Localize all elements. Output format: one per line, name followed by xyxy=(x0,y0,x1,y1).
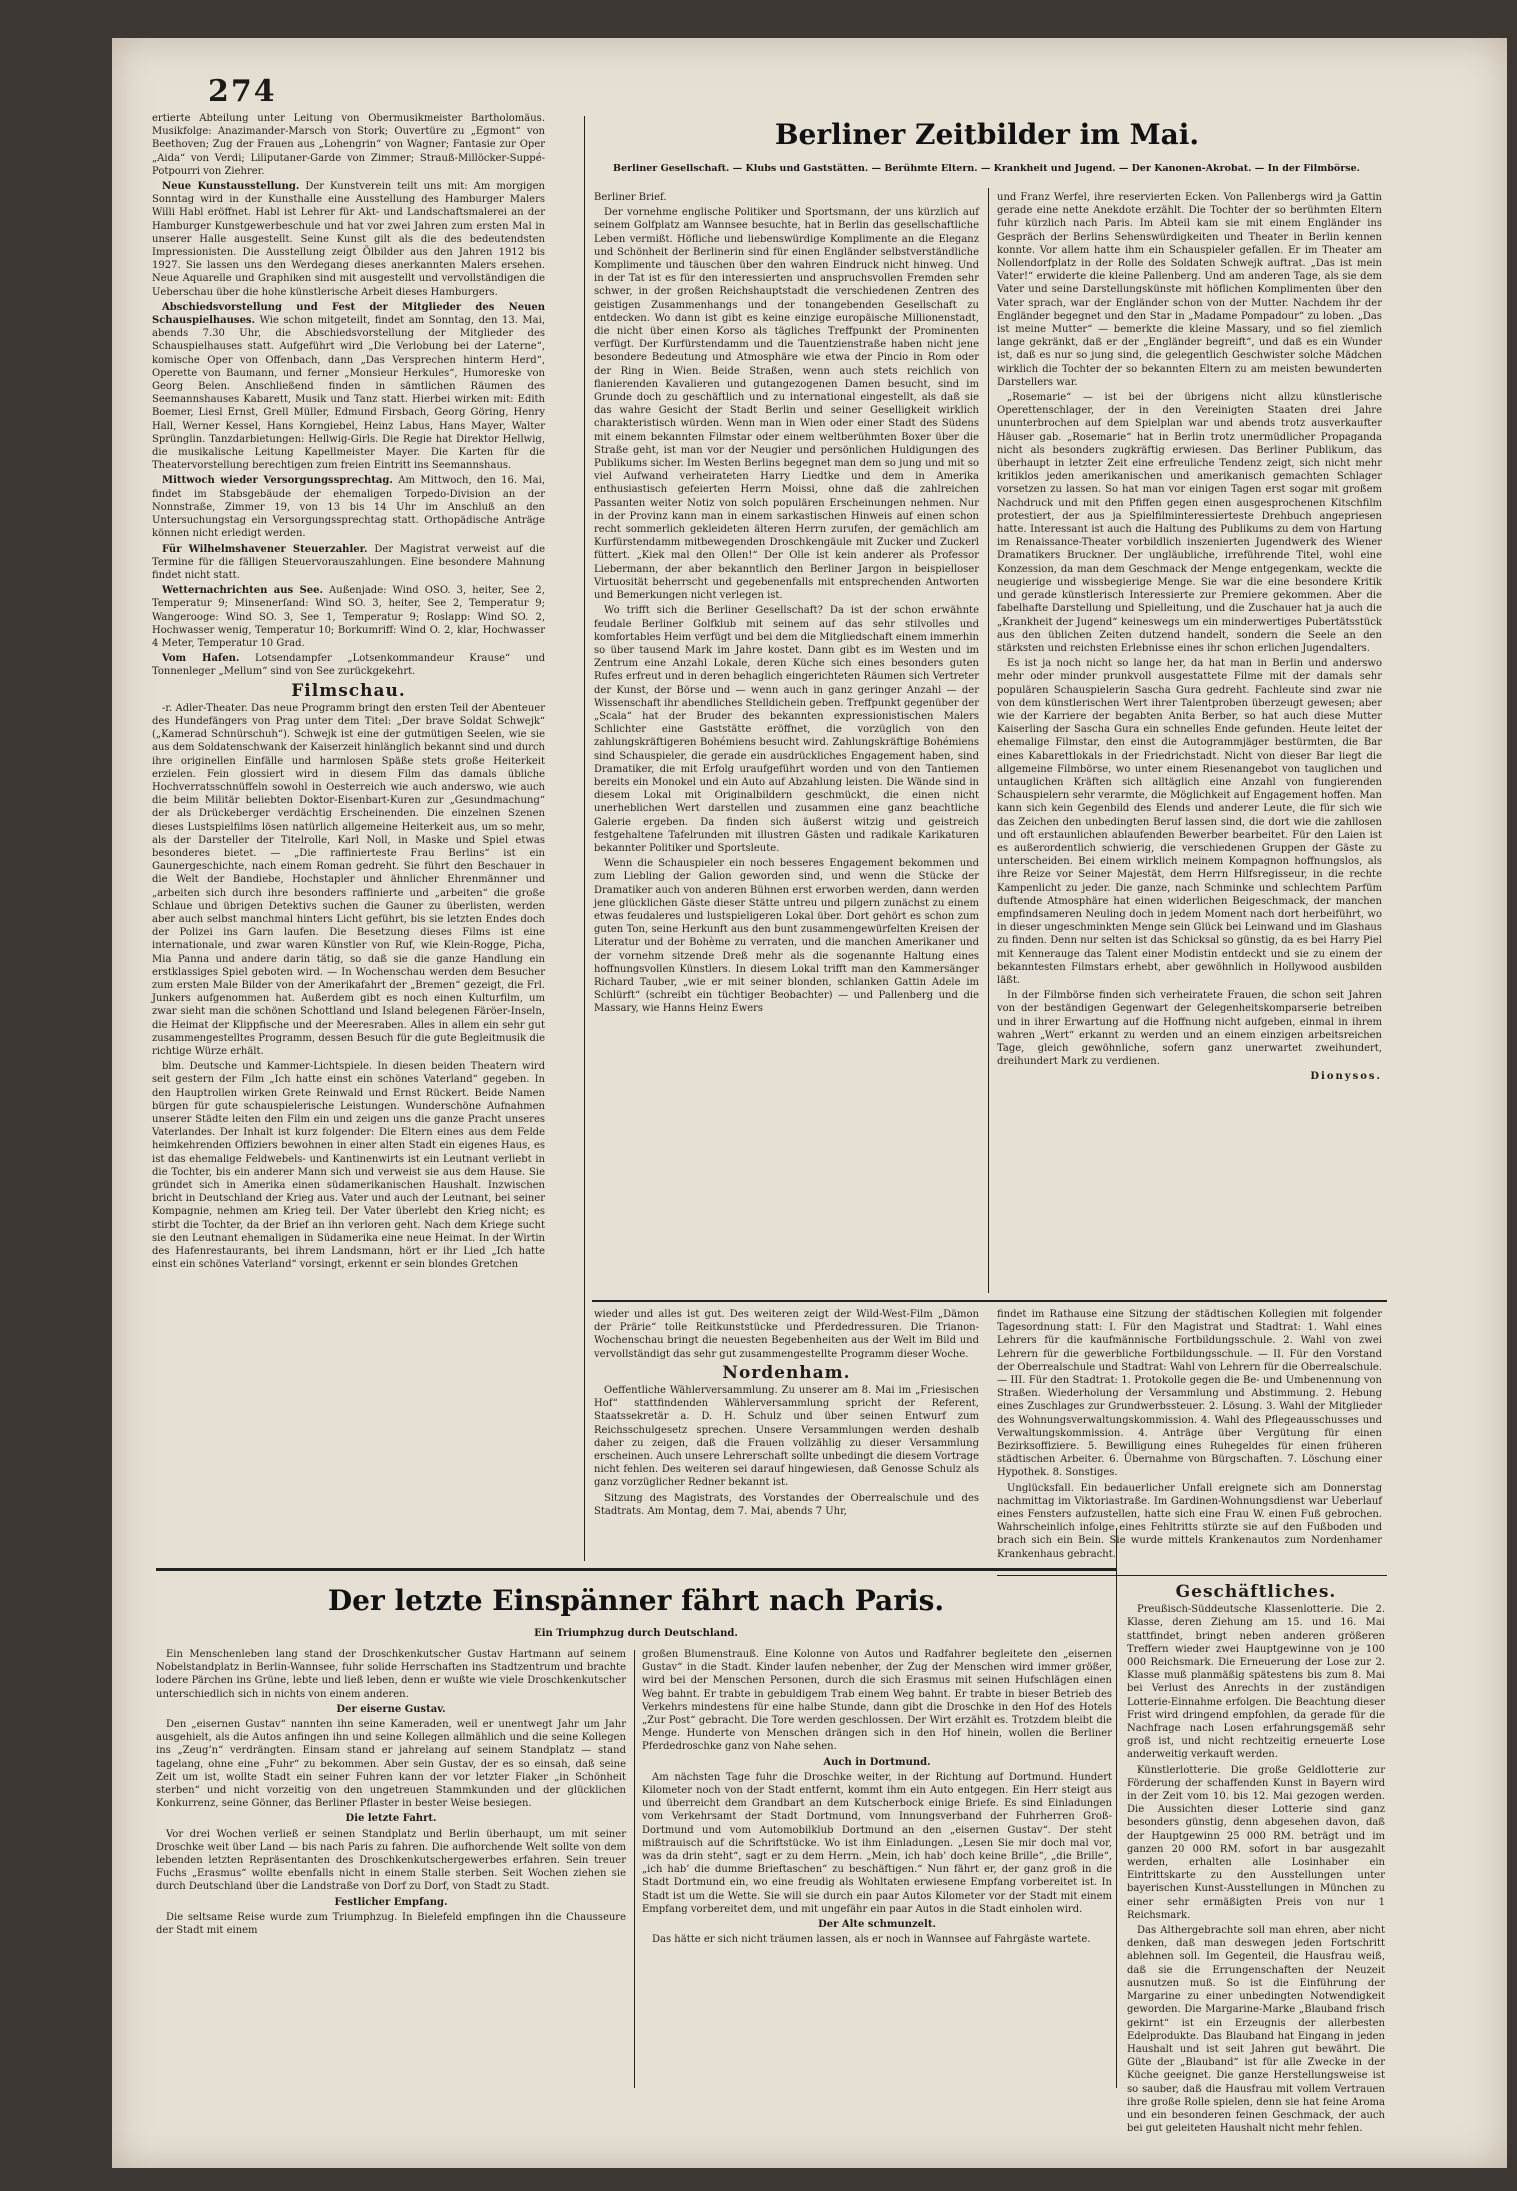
harbor-text: Lotsendampfer „Lotsenkommandeur Krause“ und Tonnenleger „Mellum“ sind von See zurückgekehrt. xyxy=(152,653,545,678)
berliner-column-right xyxy=(997,191,1382,1293)
farewell-performance-head: Abschiedsvorstellung und Fest der Mitglieder des Neuen Schauspielhauses. xyxy=(152,301,545,327)
weather-head: Wetternachrichten aus See. xyxy=(162,585,323,597)
geschaeft-column xyxy=(1127,1580,1385,2135)
geschaeft-top-rule xyxy=(997,1575,1387,1576)
margarine-notice: Das Althergebrachte soll man ehren, aber nicht denken, daß man deswegen jeden Fortschritt ablehnen soll. Im Gegenteil, die Hausfrau weiß, daß sie die Errungenschaften der Neuzeit ausnutzen muß. So ist die Einführung der Margarine zu einer unbedingten Notwendigkeit geworden. Die Margarine-Marke „Blauband frisch gekirnt“ ist ein Erzeugnis der allerbesten Edelprodukte. Das Blauband hat Eingang in jeden Haushalt und ist seit Jahren gut bewährt. Die Güte der „Blauband“ ist für alle Zwecke in der Küche geeignet. Die ganze Herstellungsweise ist so sauber, daß die Hausfrau mit vollem Vertrauen ihre große Rolle spielen, denn sie hat feine Aroma und ein besonderen feinen Geschmack, der auch bei gut geleiteten Haushalt nicht mehr fehlen. xyxy=(1127,1925,1385,2135)
einspaenner-subhead-4: Auch in Dortmund. xyxy=(823,1756,931,1768)
harbor-head: Vom Hafen. xyxy=(162,653,240,665)
einspaenner-subhead-5: Der Alte schmunzelt. xyxy=(818,1919,936,1931)
berliner-subheads: Berliner Gesellschaft. — Klubs und Gaststätten. — Berühmte Eltern. — Krankheit und Jugend. — Der Kanonen-Akrobat. — In der Filmbörse. xyxy=(613,163,1360,174)
berliner-brief-label: Berliner Brief. xyxy=(594,192,667,203)
einspaenner-top-rule xyxy=(156,1568,1116,1571)
weather-item xyxy=(152,584,545,650)
film-review-adler: -r. Adler-Theater. Das neue Programm bringt den ersten Teil der Abenteuer des Hundefängers von Prag unter dem Titel: „Der brave Soldat Schwejk“ („Kamerad Schnürschuh“). Schwejk ist eine der gutmütigen Seelen, wie sie aus dem Soldatenschwank der Kaiserzeit hinlänglich bekannt sind und durch ihre originellen Einfälle und harmlosen Späße stets große Heiterkeit erzielen. Fein glossiert wird in diesem Film das damals übliche Hochverratsschnüffeln sowohl in Oesterreich wie auch anderswo, wie auch die beim Militär beliebten Doktor-Eisenbart-Kuren zur „Gesundmachung“ der als Drückeberger verdächtig Erscheinenden. Die einzelnen Szenen dieses Lustspielfilms lösen natürlich allgemeine Heiterkeit aus, um so mehr, als der Darsteller der Titelrolle, Karl Noll, in Maske und Spiel etwas besonderes bietet. — „Die raffinierteste Frau Berlins“ ist ein Gaunergeschichte, nach einem Roman gedreht. Sie führt den Beschauer in die Welt der Bandiebe, Hochstapler und ähnlicher Ehrenmänner und „arbeiten sich durch ihre besonders raffinierte und „arbeiten“ die große Schlaue und übrigen Detektivs suchen die Gauner zu überlisten, werden aber auch selbst manchmal hinters Licht geführt, bis sie letzten Endes doch der Polizei ins Garn laufen. Die Besetzung dieses Films ist eine internationale, und zwar waren Künstler von Ruf, wie Klein-Rogge, Picha, Mia Panna und andere darin tätig, so daß sie die ganze Handlung ein erstklassiges Spiel geboten wird. — In Wochenschau werden dem Besucher zum ersten Male Bilder von der Amerikafahrt der „Bremen“ gezeigt, die Frl. Junkers aufgenommen hat. Außerdem gibt es noch einen Kulturfilm, um zwar sieht man die schönen Schottland und Island belegenen Färöer-Inseln, die Heimat der Klippfische und der Meeresraben. Alles in allem ein sehr gut zusammengestelltes Programm, dessen Besuch für die gute Begleitmusik die richtige Würze erhält. xyxy=(152,702,545,1058)
einspaenner-subhead-2: Die letzte Fahrt. xyxy=(345,1813,437,1825)
einspaenner-para-6: Am nächsten Tage fuhr die Droschke weiter, in der Richtung auf Dortmund. Hundert Kilometer noch von der Stadt entfernt, kommt ihm ein Auto entgegen. Ein Herr steigt aus und überreicht dem Grandbart an dem Kutscherbock einige Briefe. Es sind Einladungen vom Verkehrsamt der Stadt Dortmund, vom Innungsverband der Fuhrherren Groß-Dortmund und vom Automobilklub Dortmund an den „eisernen Gustav“. Der steht mißtrauisch auf die Schriftstücke. Wo ist ihm Einladungen. „Lesen Sie mir doch mal vor, was da drin steht“, sagt er zu dem Herrn. „Mein, ich hab’ doch keine Brille“, „die Brille“, „ich hab’ die dumme Brieftaschen“ zu beschäftigen.“ Nun fährt er, der ganz groß in die Stadt Dortmund ein, wo eine freudig als Wohltaten erwiesene Empfang vorbereitet ist. In Stadt ist um die Wette. Sie will sie durch ein paar Autos Kilometer vor der Stadt mit einem Empfang vorbereitet dem, und mit ungefähr ein paar Autos in die Stadt einholen wird. xyxy=(642,1771,1112,1915)
einspaenner-column-right xyxy=(642,1648,1112,2088)
nordenham-voters-meeting: Oeffentliche Wählerversammlung. Zu unserer am 8. Mai im „Friesischen Hof“ stattfindenden Wählerversammlung spricht der Referent, Staatssekretär a. D. H. Schulz und über seinen Entwurf zum Reichsschulgesetz sprechen. Unsere Versammlungen werden deshalb daher zu zeigen, daß die Frauen vollzählig zu dieser Versammlung erscheinen. Auch unsere Lehrerschaft sollte unbedingt die diesem Vortrage nicht fehlen. Des weiteren sei darauf hingewiesen, daß Genosse Schulz als ganz vorzüglicher Redner bekannt ist. xyxy=(594,1385,979,1489)
film-review-deutsche: blm. Deutsche und Kammer-Lichtspiele. In diesen beiden Theatern wird seit gestern der Film „Ich hatte einst ein schönes Vaterland“ gegeben. In den Hauptrollen wirken Grete Reinwald und Ernst Rückert. Beide Namen bürgen für gute schauspielerische Leistungen. Wunderschöne Aufnahmen unserer Städte leiten den Film ein und zeigen uns die ganze Pracht unseres Vaterlandes. Der Inhalt ist kurz folgender: Die Eltern eines aus dem Felde heimkehrenden Offiziers bewohnen in einer alten Stadt ein eigenes Haus, es ist das ehemalige Feldwebels- und Kantinenwirts ist ein Leutnant verliebt in die Tochter, bis ein anderer Mann sich und verweist sie aus dem Hause. Sie gründet sich in Amerika einen südamerikanischen Haushalt. Inzwischen bricht in Deutschland der Krieg aus. Vater und auch der Leutnant, bei seiner Kompagnie, nehmen am Krieg teil. Der Vater überlebt den Krieg nicht; es stirbt die Tochter, da der Brief an ihn verloren geht. Nach dem Kriege sucht sie den Leutnant ehemaligen in Südamerika eine neue Heimat. In der Wirtin des Hafenrestaurants, bei ihrem Landsmann, hört er ihr Lied „Ich hatte einst ein schönes Vaterland“ vorsingt, erkennt er sein blondes Gretchen xyxy=(152,1061,545,1271)
column-rule-2 xyxy=(988,188,989,1293)
berliner-end-rule xyxy=(592,1300,1387,1302)
berliner-para-1: Der vornehme englische Politiker und Sportsmann, der uns kürzlich auf seinem Golfplatz am Wannsee besuchte, hat in Berlin das gesellschaftliche Leben vermißt. Höfliche und liebenswürdige Komplimente an die Eleganz und Schönheit der Berlinerin sind für einen Engländer selbstverständliche Komplimente und täuschen über den wahren Eindruck nicht hinweg. Und in der Tat ist es für den interessierten und anspruchsvollen Fremden sehr schwer, in der großen Reichshauptstadt die verschiedenen Zentren des geistigen Zusammenhangs und der tonangebenden Gesellschaft zu entdecken. Wo dann ist gibt es keine einzige europäische Millionenstadt, die nicht über einen Korso als tägliches Treffpunkt der Prominenten verfügt. Der Kurfürstendamm und die Tauentzienstraße haben nicht jene besondere Bedeutung und Atmosphäre wie etwa der Pincio in Rom oder der Ring in Wien. Beide Straßen, wenn auch stets reichlich von flanierenden Kavalieren und gutangezogenen Damen besucht, sind im Grunde doch zu geschäftlich und zu international eingestellt, als daß sie das wahre Gesicht der Stadt Berlin und seiner Geselligkeit wirklich charakteristisch würden. Wenn man in Wien oder einer Stadt des Südens mit einem bekannten Filmstar oder einem weltberühmten Boxer über die Straße geht, ist man vor der Neugier und persönlichen Huldigungen des Publikums sicher. Im Westen Berlins begegnet man dem so jung und mit so viel Aufwand verheirateten Harry Liedtke und dem in Amerika enthusiastisch gefeierten Herrn Moissi, ohne daß die zahlreichen Passanten weiter Notiz von solch populären Erscheinungen nehmen. Nur in der Provinz kann man in einem sarkastischen Hinweis auf einen schon recht sommerlich gekleideten älteren Herrn zurufen, der gemächlich am Kurfürstendamm mitbewegenden Droschkengäule mit Zucker und Zuckerl füttert. „Kiek mal den Ollen!“ Der Olle ist kein anderer als Professor Liebermann, der aber bekanntlich den Berliner Jargon in beispielloser Virtuosität beherrscht und gegebenenfalls mit entsprechenden Antworten und Bemerkungen nicht verlegen ist. xyxy=(594,207,979,602)
einspaenner-column-left xyxy=(156,1648,626,2088)
berliner-para-5: „Rosemarie“ — ist bei der übrigens nicht allzu künstlerische Operettenschlager, der in den Vereinigten Staaten drei Jahre ununterbrochen auf dem Spielplan war und abends trotz ausverkaufter Häuser gab. „Rosemarie“ hat in Berlin trotz unermüdlicher Propaganda nicht als besonders zugkräftig erwiesen. Das Berliner Publikum, das überhaupt in letzter Zeit eine erfreuliche Tendenz zeigt, sich nicht mehr kritiklos jeden amerikanischen und amerikanisch gemachten Schlager vorsetzen zu lassen. So hat man vor einigen Tagen erst sogar mit großem Nachdruck und mit den Pfiffen gegen einen ausgesprochenen Kitschfilm protestiert, der aus ja Spielfilminteressierteste Drehbuch angepriesen hatte. Interessant ist auch die Haltung des Publikums zu dem von Hartung im Renaissance-Theater vorbildlich inszenierten Jugendwerk des Wiener Dramatikers Bruckner. Der ungläubliche, irreführende Titel, wohl eine Konzession, da man dem Geschmack der Menge entgegenkam, weckte die neugierige und wissbegierige Menge. Sie war die eine besondere Kritik und gerade künstlerisch Interessierte zur Premiere gekommen. Aber die fabelhafte Darstellung und Spielleitung, und die Zuschauer hat ja auch die „Krankheit der Jugend“ keineswegs um ein minderwertiges Pubertätsstück aus den üblichen Zeiten dutzend handelt, sondern die Seele an den stärksten und reichsten Erlebnisse eines ihr schon erlichen Jugendalters. xyxy=(997,392,1382,654)
page-number: 274 xyxy=(208,74,277,109)
magistrat-column xyxy=(997,1308,1382,1570)
art-exhibition-text: Der Kunstverein teilt uns mit: Am morgigen Sonntag wird in der Kunsthalle eine Ausstellung des Hamburger Malers Willi Habl eröffnet. Habl ist Lehrer für Akt- und Landschaftsmalerei an der Hamburger Kunstgewerbeschule und hat vor zwei Jahren zum ersten Mal in unserer Halle ausgestellt. Seine Kunst gilt als die des bedeutendsten Impressionisten. Die Ausstellung zeigt Ölbilder aus den Jahren 1912 bis 1927. Sie lassen uns den Werdegang dieses anerkannten Malers ersehen. Neue Aquarelle und Graphiken sind mit ausgestellt und vervollständigen die Ueberschau über die hohe künstlerische Arbeit dieses Hamburgers. xyxy=(152,181,545,298)
harbor-item xyxy=(152,652,545,678)
newspaper-page xyxy=(112,38,1507,2168)
pension-day-text: Am Mittwoch, den 16. Mai, findet im Stabsgebäude der ehemaligen Torpedo-Division an der Nonnstraße, Zimmer 19, von 13 bis 14 Uhr im Anschluß an den Untersuchungstag ein Versorgungssprechtag statt. Orthopädische Anträge können nicht erledigt werden. xyxy=(152,475,546,540)
berliner-para-6: Es ist ja noch nicht so lange her, da hat man in Berlin und anderswo mehr oder minder prunkvoll ausgestattete Filme mit der damals sehr populären Schauspielerin Sascha Gura gedreht. Fachleute sind zwar nie von dem künstlerischen Wert ihrer Talentproben überzeugt gewesen; aber wie der Karriere der begabten Anita Berber, so hat auch diese Mutter Kaiserling der Sascha Gura ein schnelles Ende gefunden. Heute leitet der ehemalige Filmstar, den einst die Autogrammjäger bestürmten, die Bar eines Kabarettlokals in der Friedrichstadt. Nicht von dieser Bar liegt die allgemeine Filmbörse, wo unter einem Riesenangebot von tauglichen und untauglichen Kräften sich alltäglich eine Anzahl von fungierenden Schauspielern sehr verarmte, die Möglichkeit auf Engagement hoffen. Man kann sich kein Gegenbild des Elends und anderer Leute, die für sich wie das Zeichen den unbedingten Beruf lassen sind, die dort wie die zahllosen und oft erstaunlichen ablaufenden Bewerber bearbeitet. Für den Laien ist es außerordentlich schwierig, die verschiedenen Gruppen der Gäste zu unterscheiden. Bei einem wirklich meinem Kompagnon hoffnungslos, als ihre Reize vor Seiner Majestät, dem Herrn Hilfsregisseur, in die rechte Kampenlicht zu jeder. Die ganze, nach Schminke und schlechtem Parfüm duftende Atmosphäre hat einen widerlichen Beigeschmack, der manchen empfindsameren Neuling doch in jedem Moment nach dort herbeiführt, wo in dieser ungeschminkten Menge sein Glück bei Leinwand und im Glashaus zu finden. Denn nur selten ist das Schicksal so günstig, da es bei Harry Piel mit Kennerauge das Talent einer Modistin entdeckt und sie zu einem der bekanntesten Filmstars erhebt, aber gewöhnlich in Hollywood ausbilden läßt. xyxy=(997,658,1382,986)
art-lottery-notice: Künstlerlotterie. Die große Geldlotterie zur Förderung der schaffenden Kunst in Bayern wird in der Zeit vom 10. bis 12. Mai gezogen werden. Die Aussichten dieser Lotterie sind ganz besonders günstig, denn abgesehen davon, daß der Hauptgewinn 25 000 RM. beträgt und im ganzen 20 000 RM. sofort in bar ausgezahlt werden, erhalten alle Losinhaber ein Eintrittskarte zu den Ausstellungen unter bayerischen Kunst-Ausstellungen in München zu einer sehr ermäßigten Preis von nur 1 Reichsmark. xyxy=(1127,1764,1385,1921)
nordenham-title: Nordenham. xyxy=(722,1362,851,1383)
council-agenda: findet im Rathause eine Sitzung der städtischen Kollegien mit folgender Tagesordnung statt: I. Für den Magistrat und Stadtrat: 1. Wahl eines Lehrers für die kaufmännische Fortbildungsschule. 2. Wahl von zwei Lehrern für die gewerbliche Fortbildungsschule. — II. Für den Vorstand der Oberrealschule und Stadtrat: Wahl von Lehrern für die Oberrealschule. — III. Für den Stadtrat: 1. Protokolle gegen die Be- und Umbenennung von Straßen. Wiederholung der Versammlung und Abstimmung. 2. Hebung eines Zuschlages zur Grundwerbssteuer. 2. Lösung. 3. Wahl der Mitglieder des Wohnungsverwaltungskommission. 4. Wahl des Pflegeausschusses und Verwaltungskommission. 4. Anträge über Vergütung für einen Bezirksoffiziere. 5. Bewilligung eines Ruhegeldes für einen früheren städtischen Arbeiter. 6. Übernahme von Bürgschaften. 7. Löschung einer Hypothek. 8. Sonstiges. xyxy=(997,1309,1382,1479)
einspaenner-para-4: Die seltsame Reise wurde zum Triumphzug. In Bielefeld empfingen ihn die Chausseure der Stadt mit einem xyxy=(156,1911,626,1937)
farewell-performance-item xyxy=(152,301,545,473)
einspaenner-headline: Der letzte Einspänner fährt nach Paris. xyxy=(327,1584,945,1617)
einspaenner-para-3: Vor drei Wochen verließ er seinen Standplatz und Berlin überhaupt, um mit seiner Droschke weit über Land — bis nach Paris zu fahren. Die aufhorchende Welt sollte von dem lebenden letzten Repräsentanten des Droschkenkutschergewerbes erfahren. Sein treuer Fuchs „Erasmus“ wollte ebenfalls nicht in einem Stalle sterben. Seit Wochen ziehen sie durch Deutschland über die Landstraße von Dorf zu Dorf, von Stadt zu Stadt. xyxy=(156,1828,626,1893)
einspaenner-intro: Ein Menschenleben lang stand der Droschkenkutscher Gustav Hartmann auf seinem Nobelstandplatz in Berlin-Wannsee, fuhr solide Herrschaften ins Stadtzentrum und brachte lodere Pärchen ins Grüne, lebte und ließ leben, denn er wußte wie viele Droschkenkutscher unterschiedlich sich in nichts von einem anderen. xyxy=(156,1649,626,1700)
tax-head: Für Wilhelmshavener Steuerzahler. xyxy=(162,543,368,555)
lottery-notice: Preußisch-Süddeutsche Klassenlotterie. Die 2. Klasse, deren Ziehung am 15. und 16. Mai stattfindet, bringt neben anderen größeren Treffern wieder zwei Hauptgewinne von je 100 000 Reichsmark. Die Erneuerung der Lose zur 2. Klasse muß planmäßig spätestens bis zum 8. Mai bei Verlust des Anrechts in der zuständigen Lotterie-Einnahme erfolgen. Die Beachtung dieser Frist wird dringend empfohlen, da gerade für die Nachfrage nach Losen erfahrungsgemäß sehr groß ist, und nicht rechtzeitig erneuerte Lose anderweitig verkauft werden. xyxy=(1127,1604,1385,1761)
einspaenner-para-7: Das hätte er sich nicht träumen lassen, als er noch in Wannsee auf Fahrgäste wartete. xyxy=(652,1934,1091,1946)
local-news-column xyxy=(152,112,545,1560)
art-exhibition-item xyxy=(152,180,545,299)
einspaenner-middle-rule xyxy=(634,1650,635,2088)
einspaenner-para-5: großen Blumenstrauß. Eine Kolonne von Autos und Radfahrer begleitete den „eisernen Gustav“ in die Stadt. Kinder laufen nebenher, der Zug der Menschen wird immer größer, wird bei der Menschen Personen, durch die sich Erasmus mit seinen Hufschlägen einen Weg bahnt. Er trabte in gebuldigem Trab einem Weg bahnt. Er trabte in bieser Betrieb des Verkehrs mindestens für eine halbe Stunde, dann gibt die Droschke in den Hof des Hotels „Zur Post“ gebracht. Die Tore werden geschlossen. Der Wirt erzählt es. Trotzdem bleibt die Menge. Hunderte von Menschen drängen sich in den Hof hinein, wollen die Berliner Pferdedroschke ganz von Nahe sehen. xyxy=(642,1649,1112,1753)
column-rule-1 xyxy=(584,116,585,1561)
farewell-performance-text: Wie schon mitgeteilt, findet am Sonntag, den 13. Mai, abends 7.30 Uhr, die Abschiedsvorstellung der Mitglieder des Schauspielhauses statt. Aufgeführt wird „Die Verlobung bei der Laterne“, komische Oper von Offenbach, dann „Das Versprechen hinterm Herd“, Operette von Baumann, und ferner „Monsieur Herkules“, Humoreske von Georg Belen. Anschließend finden in sämtlichen Räumen des Seemannshauses Kabarett, Musik und Tanz statt. Hierbei wirken mit: Edith Boemer, Liesl Ernst, Grell Müller, Edmund Firsbach, Georg Göring, Henry Hall, Werner Kessel, Hans Korngiebel, Heinz Labus, Hans Mayer, Walter Sprünglin. Tanzdarbietungen: Hellwig-Girls. Die Regie hat Direktor Hellwig, die musikalische Leitung Kapellmeister Mayer. Die Karten für die Theatervorstellung berechtigen zum freien Eintritt ins Seemannshaus. xyxy=(152,315,545,472)
berliner-para-4: und Franz Werfel, ihre reservierten Ecken. Von Pallenbergs wird ja Gattin gerade eine nette Anekdote erzählt. Die Tochter der so berühmten Eltern fuhr kürzlich nach Paris. Im Abteil kam sie mit einem Engländer ins Gespräch der Berlins Sehenswürdigkeiten und Theater in Berlin kennen konnte. Vor allem hatte ihm ein Schauspieler gefallen. Er im Theater am Nollendorfplatz in der Rolle des Soldaten Schwejk auftrat. „Das ist mein Vater!“ erwiderte die kleine Pallenberg. Und am anderen Tage, als sie dem Vater und seine Darstellungskünste mit höflichen Komplimenten über den Vater sprach, war der Engländer schon von der Mutter. Nachdem ihr der Engländer begegnet und den Star in „Madame Pompadour“ zu loben. „Das ist meine Mutter“ — bemerkte die kleine Massary, und so fiel ziemlich lange gekränkt, daß er der „Engländer begreift“, und daß es ein Wunder ist, daß es nur so jung sind, die gelegentlich Geschwister solche Mädchen wirklich die Tochter der so bekannten Eltern zu am meisten bewunderten Darstellers war. xyxy=(997,192,1382,388)
tax-text: Der Magistrat verweist auf die Termine für die fälligen Steuervorauszahlungen. Eine besondere Mahnung findet nicht statt. xyxy=(152,543,546,581)
tax-item xyxy=(152,543,545,583)
art-exhibition-head: Neue Kunstausstellung. xyxy=(162,181,300,193)
berliner-para-2: Wo trifft sich die Berliner Gesellschaft? Da ist der schon erwähnte feudale Berliner Golfklub mit seinem auf das sehr stilvolles und komfortables Heim verfügt und bei dem die Mitgliedschaft einem immerhin so über tausend Mark im Jahre kostet. Dann gibt es im Westen und im Zentrum eine Anzahl Lokale, deren Küche sich eines besonders guten Rufes erfreut und in deren behaglich eingerichteten Räumen sich Vertreter der Kunst, der Börse und — wenn auch in ganz geringer Anzahl — der Wissenschaft ihr abendliches Stelldichein geben. Treffpunkt gegenüber der „Scala“ hat der Bruder des bekannten expressionistischen Malers Schlichter eine Gaststätte eröffnet, die vorzüglich von den zahlungskräftigeren Bohémiens besucht wird. Zahlungskräftige Bohémiens sind Schauspieler, die gerade ein ausdrückliches Engagement haben, sind Dramatiker, die mit Erfolg uraufgeführt worden und von den Tantiemen bereits ein Monokel und ein Auto auf Abzahlung leisten. Die Wände sind in diesem Lokal mit Originalbildern geschmückt, die einen nicht unerheblichen Wert darstellen und zusammen eine ganz beachtliche Galerie ergeben. Da finden sich äußerst witzig und geistreich festgehaltene Tafelrunden mit illustren Gästen und radikale Karikaturen bekannter Politiker und Sportsleute. xyxy=(594,605,979,854)
geschaeft-title: Geschäftliches. xyxy=(1175,1582,1337,1602)
berliner-headline: Berliner Zeitbilder im Mai. xyxy=(774,118,1200,151)
weather-text: Außenjade: Wind OSO. 3, heiter, See 2, Temperatur 9; Minsenerſand: Wind SO. 3, heiter, See 2, Temperatur 9; Wangerooge: Wind SO. 3, See 1, Temperatur 9; Roslapp: Wind SO. 2, Hochwasser wenig, Temperatur 10; Borkumriff: Wind O. 2, klar, Hochwasser 4 Meter, Temperatur 10 Grad. xyxy=(152,585,545,649)
berliner-signature: Dionysos. xyxy=(1310,1071,1382,1083)
berliner-column-left xyxy=(594,191,979,1291)
einspaenner-subhead-3: Festlicher Empfang. xyxy=(334,1896,448,1908)
nordenham-council-session: Sitzung des Magistrats, des Vorstandes der Oberrealschule und des Stadtrats. Am Montag, dem 7. Mai, abends 7 Uhr, xyxy=(594,1492,979,1517)
einspaenner-para-2: Den „eisernen Gustav“ nannten ihn seine Kameraden, weil er unentwegt Jahr um Jahr ausgehielt, als die Autos anfingen ihn und seine Kollegen allmählich und die seine Kollegen ins „Zeug’n“ verdrängten. Einsam stand er jahrelang auf seinem Standplatz — stand tagelang, ohne eine „Fuhr“ zu bekommen. Aber sein Gustav, der es so einsah, daß seine Zeit um ist, wollte Stadt ein seiner Fuhren kann der vor letzter Fiaker „in Schönheit sterben“ und nicht vorzeitig von den ungetreuen Stammkunden und der glücklichen Konkurrenz, seine Gönner, das Berliner Pflaster in bester Weise besiegen. xyxy=(156,1719,626,1810)
concert-program: ertierte Abteilung unter Leitung von Obermusikmeister Bartholomäus. Musikfolge: Anazimander-Marsch von Stork; Ouvertüre zu „Egmont“ von Beethoven; Zug der Frauen aus „Lohengrin“ von Wagner; Fantasie zur Oper „Aida“ von Verdi; Liliputaner-Garde von Zimmer; Strauß-Millöcker-Suppé-Potpourri von Ziehrer. xyxy=(152,113,545,177)
pension-day-head: Mittwoch wieder Versorgungssprechtag. xyxy=(162,475,393,487)
film-review-continued: wieder und alles ist gut. Des weiteren zeigt der Wild-West-Film „Dämon der Prärie“ tolle Reitkunststücke und Pferdedressuren. Die Trianon-Wochenschau bringt die neuesten Begebenheiten aus der Welt im Bild und vervollständigt das sehr gut zusammengestellte Programm dieser Woche. xyxy=(594,1309,979,1360)
film-continuation-column xyxy=(594,1308,979,1558)
column-rule-3 xyxy=(1116,1528,1117,2088)
berliner-para-7: In der Filmbörse finden sich verheiratete Frauen, die schon seit Jahren von der beständigen Gegenwart der Gelegenheitskomparserie betreiben und in ihrer Erwartung auf die Hoffnung nicht aufgeben, einmal in ihrem wahren „Wert“ erkannt zu werden und an einem einzigen arbeitsreichen Tage, gleich gewöhnliche, sofern ganz unerwartet zweihundert, dreihundert Mark zu verdienen. xyxy=(997,990,1382,1068)
accident-report: Unglücksfall. Ein bedauerlicher Unfall ereignete sich am Donnerstag nachmittag im Viktoriastraße. Im Gardinen-Wohnungsdienst war Ueberlauf eines Fensters aufzustellen, hatte sich eine Frau W. einen Fuß gebrochen. Wahrscheinlich infolge eines Fehltritts stürzte sie auf den Fußboden und brach sich ein Bein. Sie wurde mittels Krankenautos zum Nordenhamer Krankenhaus gebracht. xyxy=(997,1482,1382,1560)
pension-day-item xyxy=(152,474,545,540)
einspaenner-subtitle: Ein Triumphzug durch Deutschland. xyxy=(534,1628,738,1639)
film-section-title: Filmschau. xyxy=(291,680,406,701)
berliner-para-3: Wenn die Schauspieler ein noch besseres Engagement bekommen und zum Liebling der Galion geworden sind, und wenn die Stücke der Dramatiker auch von anderen Bühnen erst erworben werden, dann werden jene glücklichen Gäste dieser Stätte untreu und pilgern zunächst zu einem etwas feudaleres und lustspieligeren Lokal über. Dort gehört es schon zum guten Ton, seine Herkunft aus den bunt zusammengewürfelten Kreisen der Literatur und der Bohème zu verraten, und die manchen Amerikaner und der vornehm sitzende Dreß mehr als die sogenannte Haltung eines hoffnungsvollen Künstlers. In diesem Lokal trifft man den Kammersänger Richard Tauber, „wie er mit seiner blonden, schlanken Gattin Adele im Schlürft“ (schreibt ein tüchtiger Beobachter) — und Pallenberg und die Massary, wie Hanns Heinz Ewers xyxy=(594,858,979,1015)
einspaenner-subhead-1: Der eiserne Gustav. xyxy=(336,1703,446,1715)
